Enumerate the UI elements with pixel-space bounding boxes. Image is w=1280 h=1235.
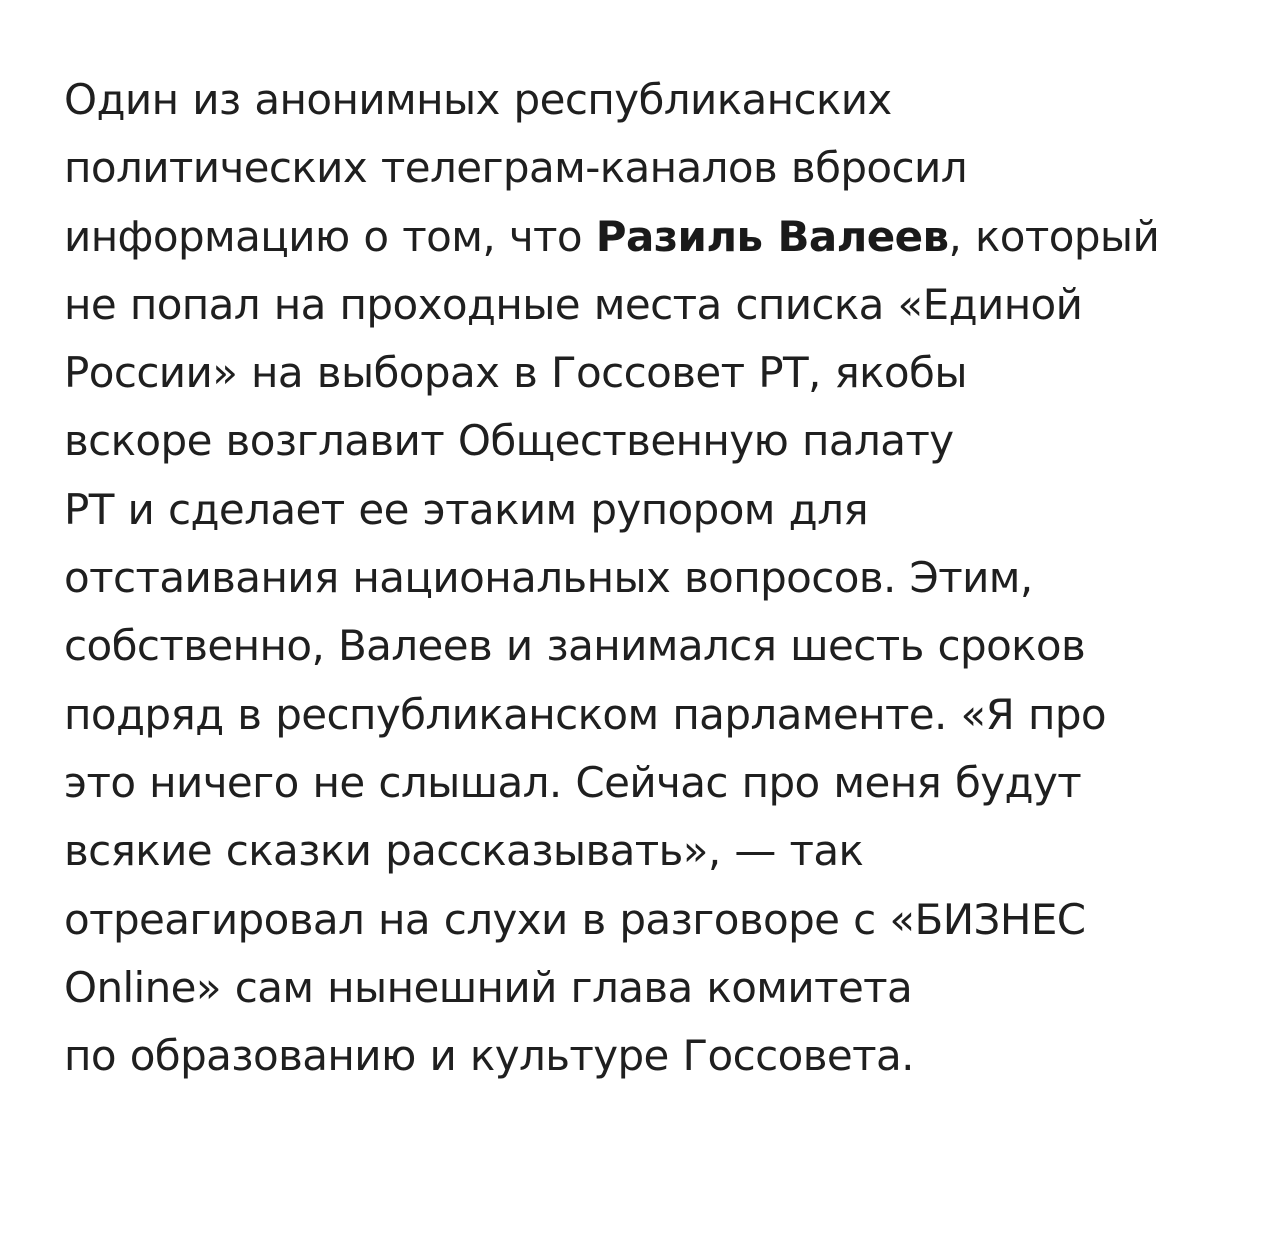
text-line: вскоре возглавит Общественную палату bbox=[64, 416, 954, 466]
text-line: Один из анонимных республиканских bbox=[64, 75, 892, 124]
text-line: подряд в республиканском парламенте. «Я про bbox=[64, 689, 1106, 739]
text-line: собственно, Валеев и занимался шесть сроков bbox=[64, 621, 1086, 671]
text-segment: , который bbox=[948, 211, 1160, 261]
text-line: Online» сам нынешний глава комитета bbox=[64, 962, 913, 1012]
text-line: отстаивания национальных вопросов. Этим, bbox=[64, 553, 1033, 603]
text-line: всякие сказки рассказывать», — так bbox=[64, 826, 864, 876]
text-line: по образованию и культуре Госсовета. bbox=[64, 1031, 914, 1081]
text-line: это ничего не слышал. Сейчас про меня будут bbox=[64, 757, 1082, 807]
text-line: РТ и сделает ее этаким рупором для bbox=[64, 484, 868, 534]
text-line: отреагировал на слухи в разговоре с «БИЗНЕС bbox=[64, 894, 1086, 944]
text-segment: информацию о том, что bbox=[64, 211, 596, 261]
article-paragraph bbox=[64, 66, 1244, 1090]
text-line: не попал на проходные места списка «Единой bbox=[64, 279, 1083, 329]
text-line: политических телеграм-каналов вбросил bbox=[64, 143, 967, 193]
text-line: России» на выборах в Госсовет РТ, якобы bbox=[64, 348, 967, 398]
text-line-with-name bbox=[64, 203, 1244, 271]
highlighted-person-name: Разиль Валеев bbox=[595, 211, 949, 261]
